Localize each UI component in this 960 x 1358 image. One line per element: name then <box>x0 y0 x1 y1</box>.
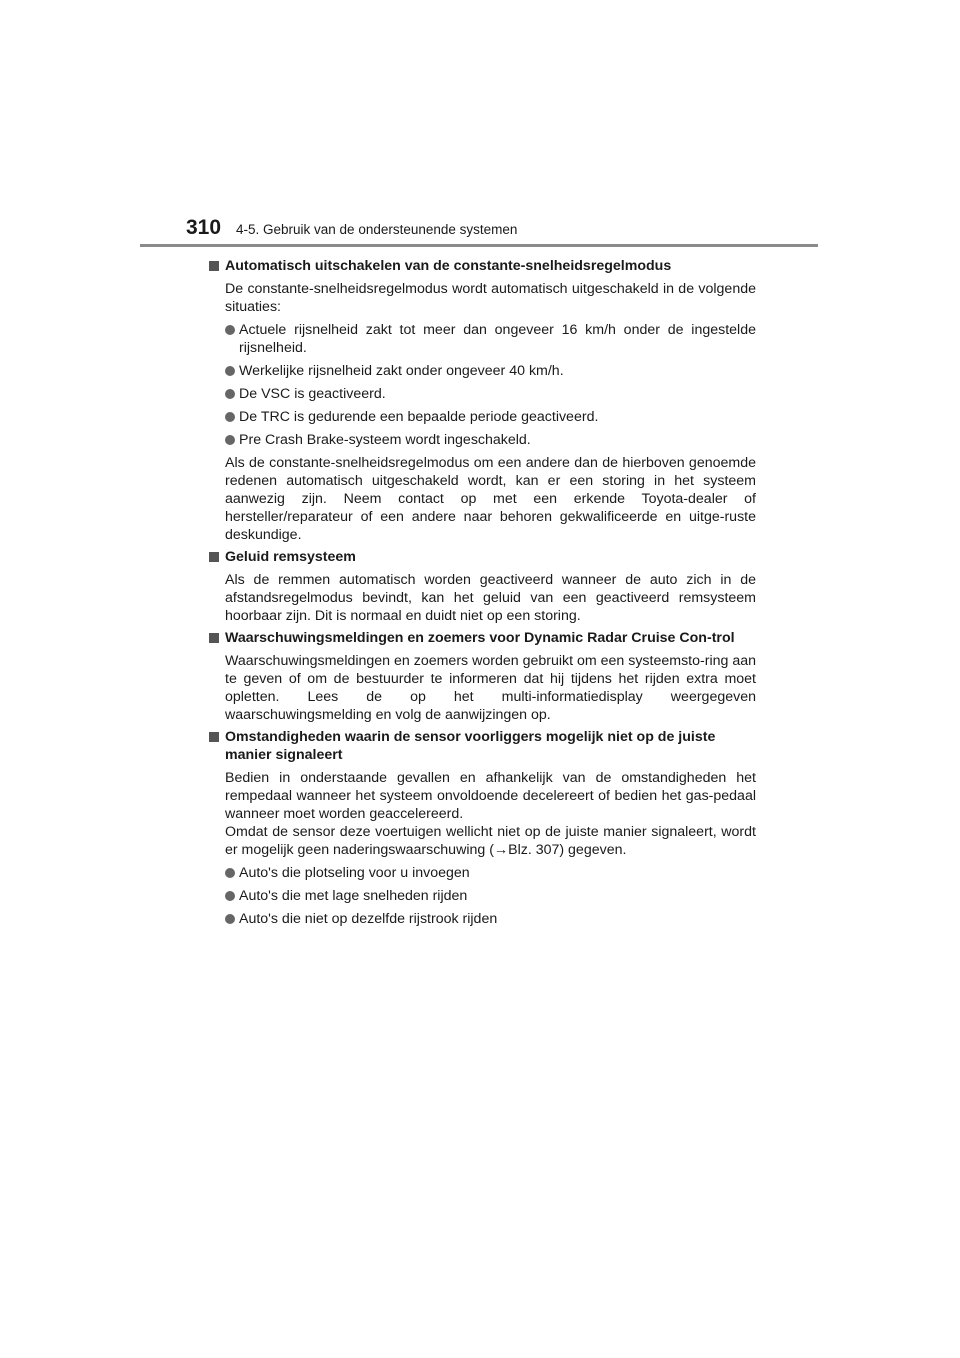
circle-bullet-icon <box>225 868 235 878</box>
section-intro: De constante-snelheidsregelmodus wordt automatisch uitgeschakeld in de volgende situaties: <box>225 281 756 315</box>
section-auto-cancel <box>208 257 756 544</box>
section-intro: Bedien in onderstaande gevallen en afhankelijk van de omstandigheden het rempedaal wanneer het systeem onvoldoende decelereert of bedien het gas-pedaal wanneer moet worden geaccelereerd. Omdat de sensor deze voertuigen wellicht niet op de juiste manier signaleert, wordt er mogelijk geen naderingswaarschuwing (→Blz. 307) gegeven. <box>225 770 756 858</box>
section-title: Omstandigheden waarin de sensor voorliggers mogelijk niet op de juiste manier signaleert <box>208 728 756 764</box>
list-item: Werkelijke rijsnelheid zakt onder ongeveer 40 km/h. <box>208 362 756 380</box>
list-item: Auto's die met lage snelheden rijden <box>208 887 756 905</box>
circle-bullet-icon <box>225 914 235 924</box>
list-item: Actuele rijsnelheid zakt tot meer dan ongeveer 16 km/h onder de ingestelde rijsnelheid. <box>208 321 756 357</box>
section-title: Waarschuwingsmeldingen en zoemers voor Dynamic Radar Cruise Con-trol <box>208 629 756 647</box>
chapter-title: 4-5. Gebruik van de ondersteunende systemen <box>236 222 518 237</box>
section-intro: Als de remmen automatisch worden geactiveerd wanneer de auto zich in de afstandsregelmodus bevindt, kan het geluid van een geactiveerd remsysteem hoorbaar zijn. Dit is normaal en duidt niet op een storing. <box>225 572 756 624</box>
page-header <box>186 214 822 248</box>
square-bullet-icon <box>209 552 219 562</box>
circle-bullet-icon <box>225 366 235 376</box>
section-intro: Waarschuwingsmeldingen en zoemers worden gebruikt om een systeemsto-ring aan te geven of om de bestuurder te informeren dat hij tijdens het rijden extra moet opletten. Lees de op het multi-informatiedisplay weergegeven waarschuwingsmelding en volg de aanwijzingen op. <box>225 653 756 723</box>
section-sensor-conditions <box>208 728 756 928</box>
list-item: De TRC is gedurende een bepaalde periode geactiveerd. <box>208 408 756 426</box>
circle-bullet-icon <box>225 891 235 901</box>
section-outro: Als de constante-snelheidsregelmodus om een andere dan de hierboven genoemde redenen automatisch uitgeschakeld wordt, kan er een storing in het systeem aanwezig zijn. Neem contact op met een erkende Toyota-dealer of hersteller/reparateur of een andere naar behoren gekwalificeerde en uitge-ruste deskundige. <box>225 455 756 543</box>
circle-bullet-icon <box>225 412 235 422</box>
section-warnings <box>208 629 756 724</box>
list-item: Auto's die niet op dezelfde rijstrook rijden <box>208 910 756 928</box>
square-bullet-icon <box>209 261 219 271</box>
list-item: Auto's die plotseling voor u invoegen <box>208 864 756 882</box>
square-bullet-icon <box>209 732 219 742</box>
header-divider <box>140 244 818 247</box>
square-bullet-icon <box>209 633 219 643</box>
main-content <box>208 253 756 928</box>
section-title: Geluid remsysteem <box>208 548 756 566</box>
list-item: De VSC is geactiveerd. <box>208 385 756 403</box>
list-item: Pre Crash Brake-systeem wordt ingeschakeld. <box>208 431 756 449</box>
section-title: Automatisch uitschakelen van de constante-snelheidsregelmodus <box>208 257 756 275</box>
circle-bullet-icon <box>225 325 235 335</box>
circle-bullet-icon <box>225 435 235 445</box>
section-intro-2: Omdat de sensor deze voertuigen wellicht niet op de juiste manier signaleert, wordt er mogelijk geen naderingswaarschuwing (→Blz. 307) gegeven. <box>225 824 756 858</box>
circle-bullet-icon <box>225 389 235 399</box>
section-brake-sound <box>208 548 756 625</box>
page-number: 310 <box>186 216 222 239</box>
